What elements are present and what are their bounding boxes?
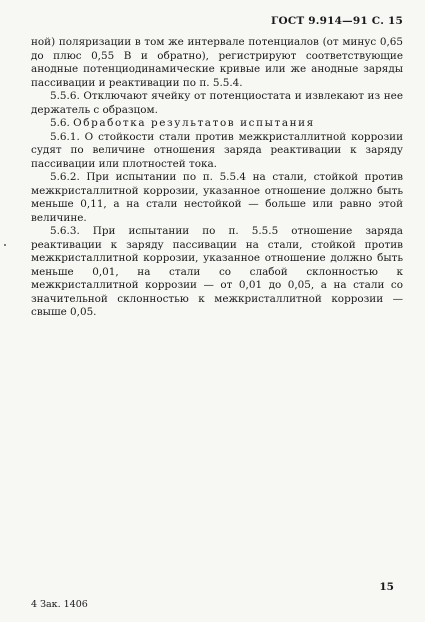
paragraph-5-6-1: 5.6.1. О стойкости стали против межкристаллитной коррозии судят по величине отношения заряда реактивации к заряду пассивации или плотностей тока. bbox=[31, 130, 403, 170]
page-number: 15 bbox=[379, 581, 394, 593]
section-heading-5-6 bbox=[31, 117, 403, 131]
section-number: 5.6. bbox=[50, 117, 70, 129]
paragraph-5-5-6: 5.5.6. Отключают ячейку от потенциостата и извлекают из нее держатель с образцом. bbox=[31, 90, 403, 116]
paragraph-5-6-3: 5.6.3. При испытании по п. 5.5.5 отношение заряда реактивации к заряду пассивации на стали, стойкой против межкристаллитной коррозии, указанное отношение должно быть меньше 0,01, на стали со слабой склонностью к межкристаллитной коррозии — от 0,01 до 0,05, а на стали со значительной склонностью к межкристаллитной коррозии — свыше 0,05. bbox=[31, 225, 403, 318]
paragraph-continuation: ной) поляризации в том же интервале потенциалов (от минус 0,65 до плюс 0,55 В и обратно), регистрируют соответствующие анодные потенциодинамические кривые или же анодные заряды пассивации и реактивации по п. 5.5.4. bbox=[31, 36, 403, 89]
section-title: Обработка результатов испытания bbox=[73, 117, 315, 129]
page-header: ГОСТ 9.914—91 С. 15 bbox=[271, 15, 403, 27]
margin-dot bbox=[4, 244, 6, 246]
document-body bbox=[31, 36, 403, 320]
paragraph-5-6-2: 5.6.2. При испытании по п. 5.5.4 на стали, стойкой против межкристаллитной коррозии, указанное отношение должно быть меньше 0,11, а на стали нестойкой — больше или равно этой величине. bbox=[31, 171, 403, 224]
print-order-footer: 4 Зак. 1406 bbox=[31, 599, 88, 610]
